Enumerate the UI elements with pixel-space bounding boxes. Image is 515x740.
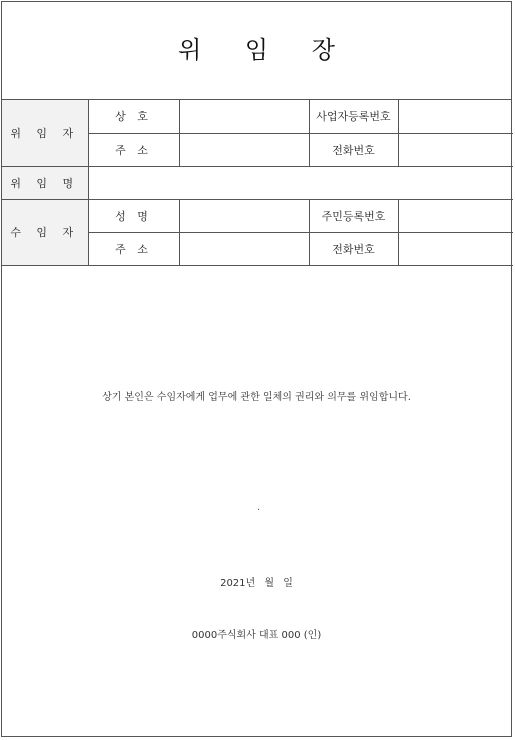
delegation-form-table [2,100,513,266]
delegation-item-field[interactable] [88,166,513,199]
date-year: 2021년 [220,578,256,589]
delegate-phone-field[interactable] [398,232,513,265]
delegation-item-label: 위 임 명 [2,166,88,199]
delegator-address-field[interactable] [179,133,309,166]
delegator-phone-field[interactable] [398,133,513,166]
delegator-phone-label: 전화번호 [309,133,398,166]
delegate-name-label: 성 명 [88,199,179,232]
delegate-phone-label: 전화번호 [309,232,398,265]
document-title: 위 임 장 [178,36,353,64]
delegation-item-row [2,166,513,199]
delegate-label: 수 임 자 [2,199,88,265]
delegator-address-label: 주 소 [88,133,179,166]
trade-name-label: 상 호 [88,100,179,133]
delegate-row-1 [2,199,513,232]
business-reg-field[interactable] [398,100,513,133]
business-reg-label: 사업자등록번호 [309,100,398,133]
delegation-statement: 상기 본인은 수임자에게 업무에 관한 일체의 권리와 의무를 위임합니다. [102,392,411,403]
delegator-row-1 [2,100,513,133]
title-area [2,2,511,100]
delegate-address-field[interactable] [179,232,309,265]
delegate-address-label: 주 소 [88,232,179,265]
date-line [2,574,511,589]
mark: . [257,502,261,513]
resident-reg-label: 주민등록번호 [309,199,398,232]
resident-reg-field[interactable] [398,199,513,232]
signer-line: 0000주식회사 대표 000 (인) [191,630,322,641]
delegate-name-field[interactable] [179,199,309,232]
date-month: 월 [264,578,275,589]
delegator-label: 위 임 자 [2,100,88,166]
document-page [1,1,512,737]
date-day: 일 [283,578,293,589]
trade-name-field[interactable] [179,100,309,133]
